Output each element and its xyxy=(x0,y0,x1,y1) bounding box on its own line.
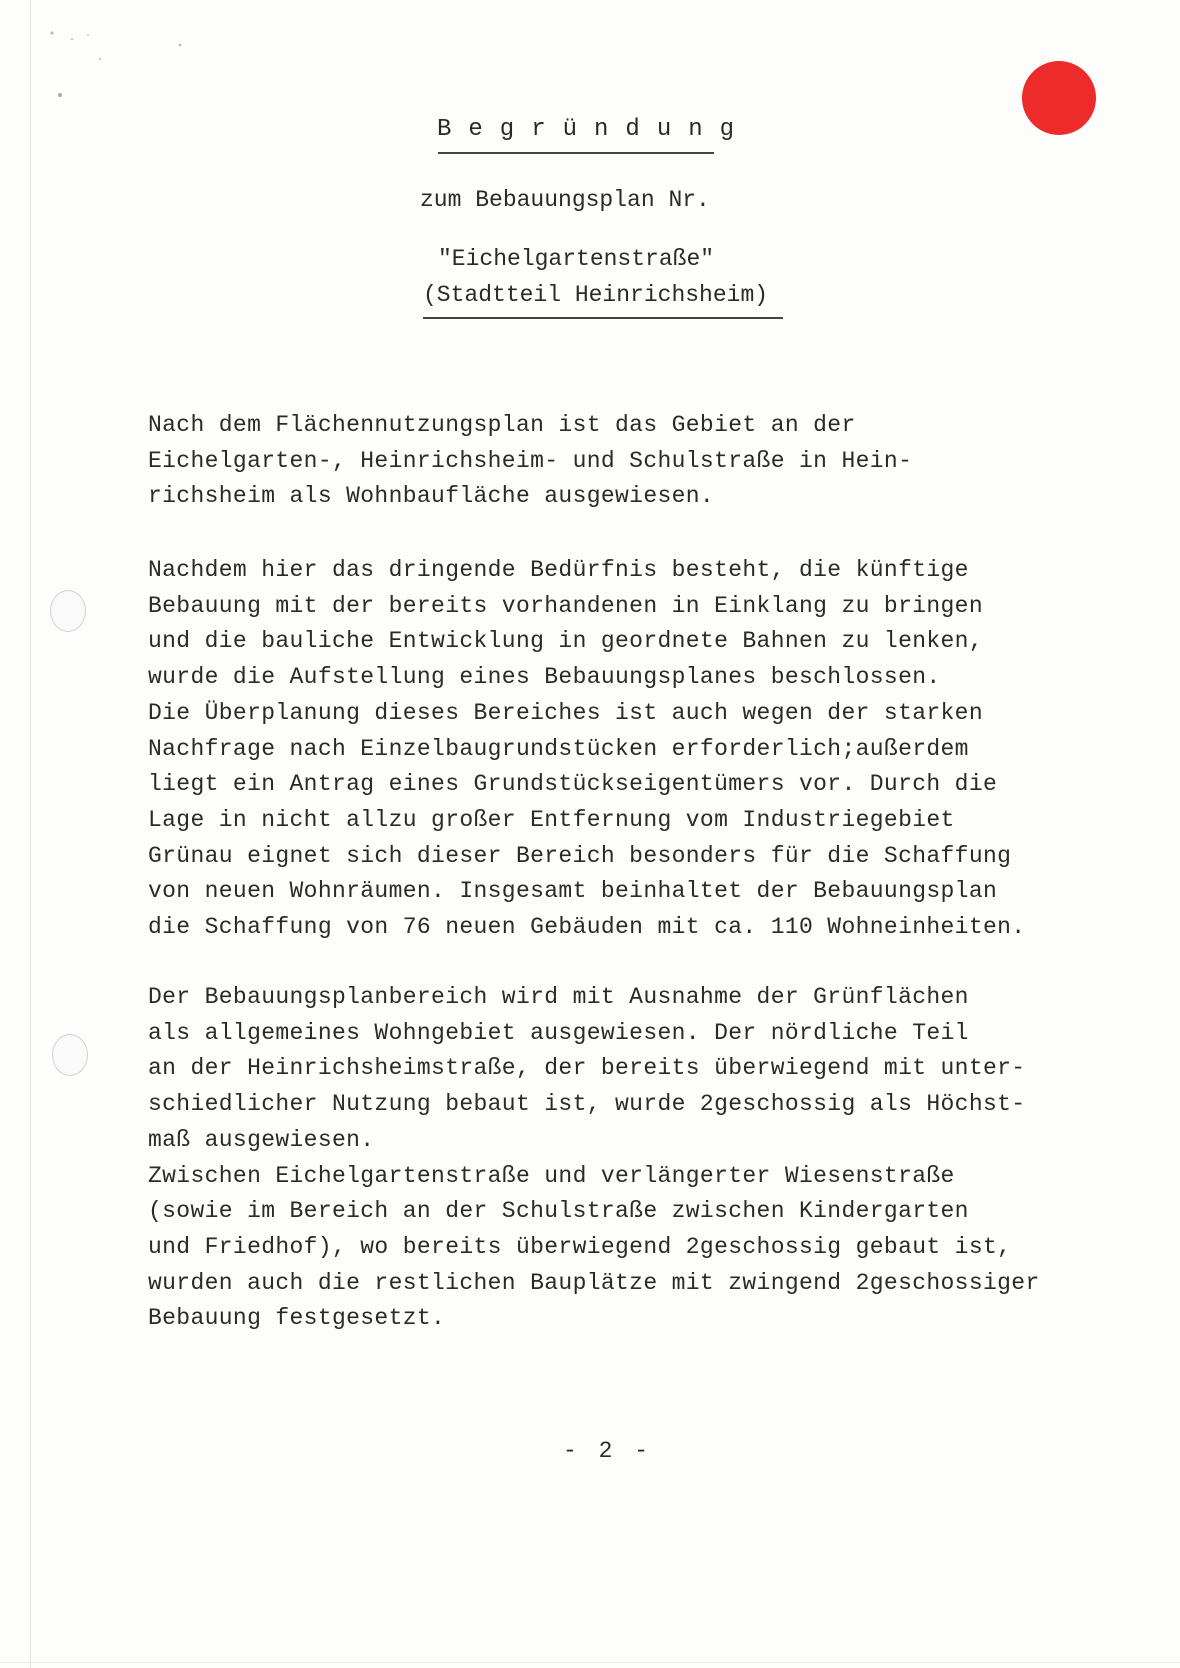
scan-bottom-edge xyxy=(0,1662,1180,1663)
district-underline xyxy=(423,317,783,319)
text-line: Lage in nicht allzu großer Entfernung vom Industriegebiet xyxy=(148,806,955,833)
text-line: die Schaffung von 76 neuen Gebäuden mit ca. 110 Wohneinheiten. xyxy=(148,914,1026,941)
text-line: Die Überplanung dieses Bereiches ist auch wegen der starken xyxy=(148,699,983,726)
scan-edge xyxy=(30,0,31,1668)
text-line: Nach dem Flächennutzungsplan ist das Gebiet an der xyxy=(148,412,856,438)
text-line: Bebauung festgesetzt. xyxy=(148,1305,446,1332)
text-line: schiedlicher Nutzung bebaut ist, wurde 2geschossig als Höchst- xyxy=(148,1091,1026,1118)
text-line: Bebauung mit der bereits vorhandenen in Einklang zu bringen xyxy=(148,592,983,619)
paragraph-2 xyxy=(148,553,1048,946)
text-line: als allgemeines Wohngebiet ausgewiesen. Der nördliche Teil xyxy=(148,1019,969,1046)
document-subtitle: zum Bebauungsplan Nr. xyxy=(420,187,710,213)
title-underline xyxy=(438,152,714,154)
text-line: maß ausgewiesen. xyxy=(148,1126,375,1153)
scan-specks xyxy=(40,25,210,115)
paragraph-3 xyxy=(148,980,1048,1337)
text-line: richsheim als Wohnbaufläche ausgewiesen. xyxy=(148,483,715,510)
text-line: Grünau eignet sich dieser Bereich besonders für die Schaffung xyxy=(148,842,1012,869)
text-line: Der Bebauungsplanbereich wird mit Ausnahme der Grünflächen xyxy=(148,984,969,1010)
document-title: Begründung xyxy=(437,116,752,143)
text-line: Nachdem hier das dringende Bedürfnis besteht, die künftige xyxy=(148,557,969,583)
text-line: Zwischen Eichelgartenstraße und verlängerter Wiesenstraße xyxy=(148,1162,955,1189)
red-marker-dot xyxy=(1022,61,1096,135)
text-line: wurde die Aufstellung eines Bebauungsplanes beschlossen. xyxy=(148,664,941,691)
text-line: und die bauliche Entwicklung in geordnete Bahnen zu lenken, xyxy=(148,628,983,655)
text-line: an der Heinrichsheimstraße, der bereits überwiegend mit unter- xyxy=(148,1055,1026,1082)
paragraph-1 xyxy=(148,408,1048,515)
text-line: wurden auch die restlichen Bauplätze mit zwingend 2geschossiger xyxy=(148,1269,1040,1296)
text-line: und Friedhof), wo bereits überwiegend 2geschossig gebaut ist, xyxy=(148,1233,1012,1260)
punch-hole xyxy=(52,1034,88,1076)
punch-hole xyxy=(50,590,86,632)
text-line: Eichelgarten-, Heinrichsheim- und Schulstraße in Hein- xyxy=(148,447,913,474)
text-line: von neuen Wohnräumen. Insgesamt beinhaltet der Bebauungsplan xyxy=(148,878,998,905)
page-number: - 2 - xyxy=(563,1438,653,1464)
text-line: (sowie im Bereich an der Schulstraße zwischen Kindergarten xyxy=(148,1198,969,1225)
text-line: liegt ein Antrag eines Grundstückseigentümers vor. Durch die xyxy=(148,771,998,798)
plan-name: "Eichelgartenstraße" xyxy=(438,246,715,272)
text-line: Nachfrage nach Einzelbaugrundstücken erforderlich;außerdem xyxy=(148,735,969,762)
district-name: (Stadtteil Heinrichsheim) xyxy=(423,282,769,308)
